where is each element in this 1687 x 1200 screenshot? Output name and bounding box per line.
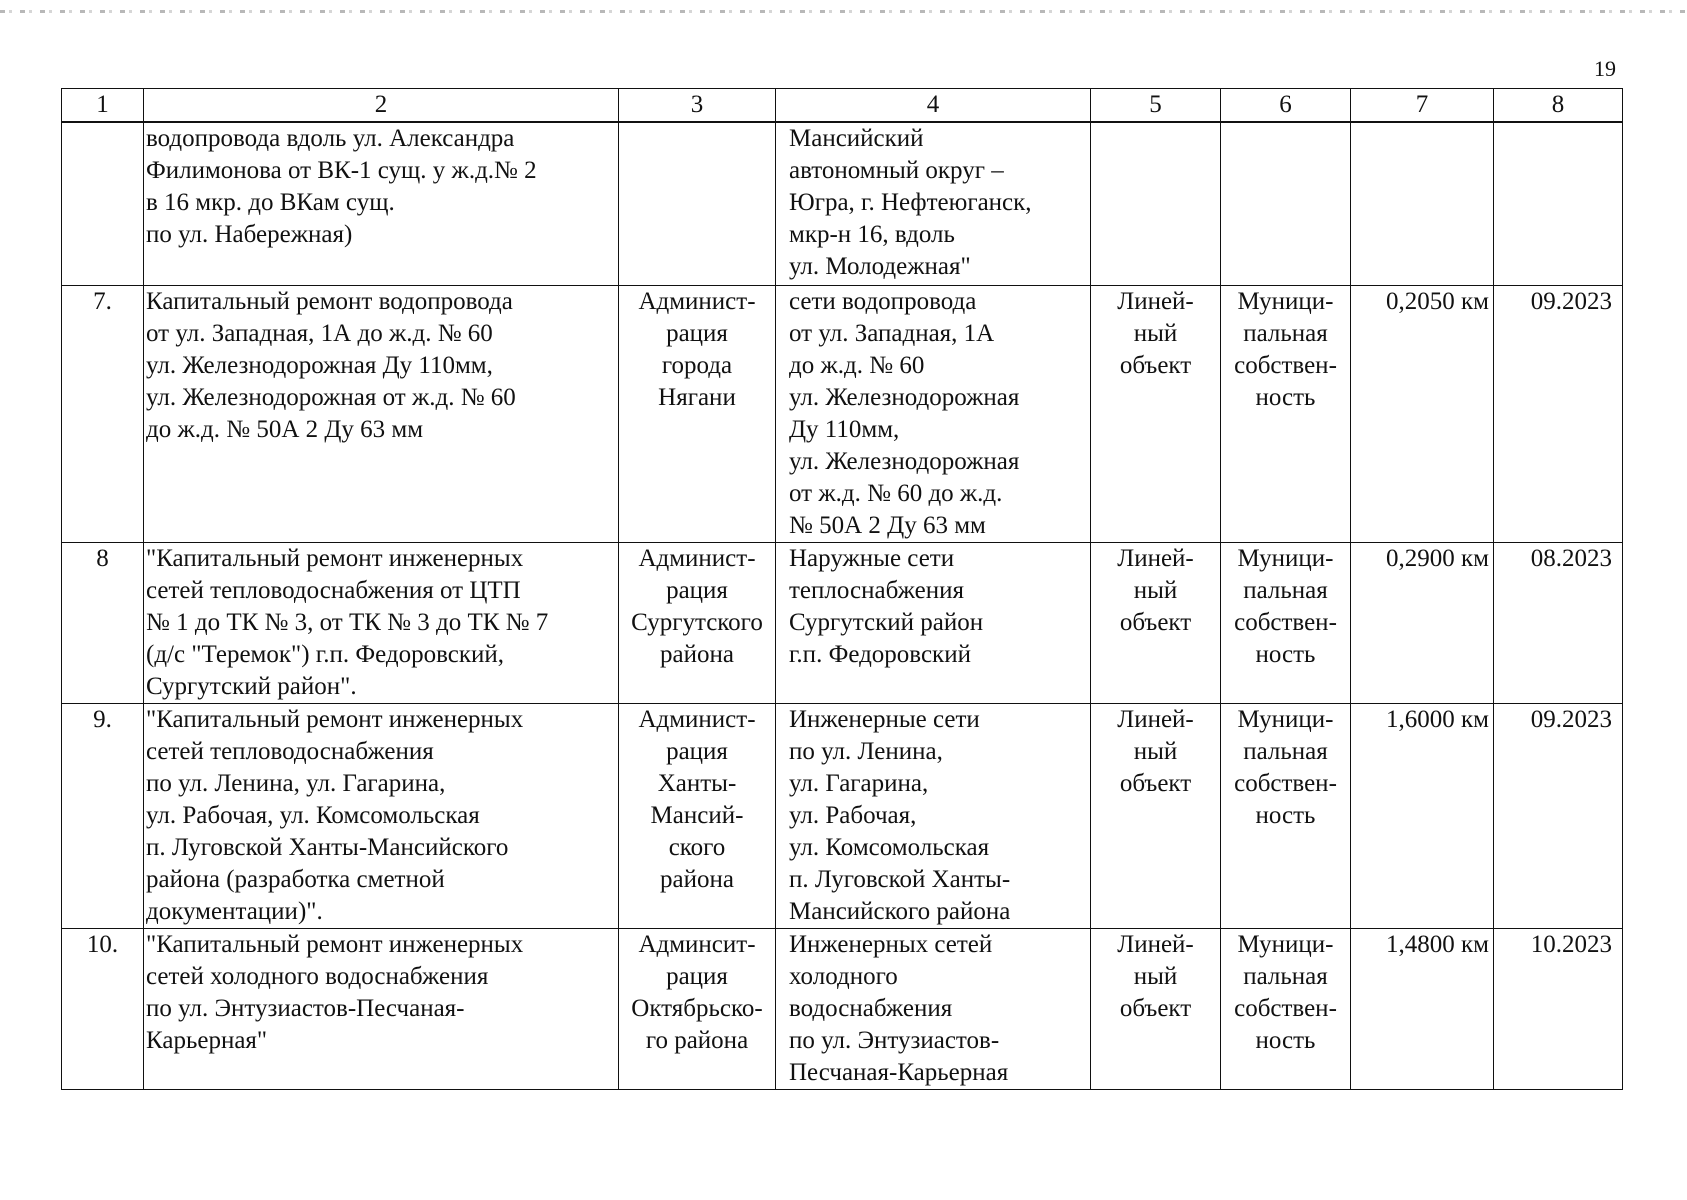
cell-work-name-line: от ул. Западная, 1А до ж.д. № 60 bbox=[146, 319, 493, 347]
cell-object-line: ул. Молодежная" bbox=[789, 253, 971, 280]
cell-organization-line: Ханты- bbox=[657, 769, 737, 797]
header-cell-6: 6 bbox=[1221, 89, 1351, 123]
header-cell-8: 8 bbox=[1494, 89, 1623, 123]
cell-organization bbox=[619, 928, 776, 1089]
cell-object-line: Ду 110мм, bbox=[789, 415, 900, 443]
cell-object-type bbox=[1091, 703, 1221, 928]
cell-object-line: до ж.д. № 60 bbox=[789, 351, 925, 379]
cell-ownership-line: Муници- bbox=[1237, 705, 1334, 733]
cell-object-type bbox=[1091, 285, 1221, 542]
cell-object-type-line: объект bbox=[1119, 994, 1192, 1022]
cell-object-line: теплоснабжения bbox=[789, 576, 964, 604]
cell-number: 7. bbox=[62, 285, 144, 542]
cell-date: 09.2023 bbox=[1494, 703, 1623, 928]
cell-organization-line: Сургутского bbox=[631, 608, 763, 636]
cell-ownership-line: пальная bbox=[1243, 319, 1328, 347]
cell-ownership bbox=[1221, 542, 1351, 703]
cell-object-line: г.п. Федоровский bbox=[789, 640, 971, 668]
table-row bbox=[62, 122, 1623, 285]
cell-object bbox=[776, 285, 1091, 542]
cell-object-line: Инженерных сетей bbox=[789, 930, 993, 958]
cell-work-name bbox=[144, 928, 619, 1089]
cell-object-line: по ул. Ленина, bbox=[789, 737, 943, 765]
cell-organization-line: города bbox=[661, 351, 733, 379]
header-row bbox=[62, 89, 1623, 123]
header-cell-3: 3 bbox=[619, 89, 776, 123]
cell-organization bbox=[619, 122, 776, 285]
cell-work-name-line: по ул. Ленина, ул. Гагарина, bbox=[146, 769, 446, 797]
cell-work-name-line: водопровода вдоль ул. Александра bbox=[146, 125, 515, 152]
cell-ownership-line: Муници- bbox=[1237, 544, 1334, 572]
cell-ownership-line: ность bbox=[1255, 640, 1316, 668]
cell-object-type-line: объект bbox=[1119, 351, 1192, 379]
cell-organization bbox=[619, 542, 776, 703]
cell-date: 08.2023 bbox=[1494, 542, 1623, 703]
cell-work-name-line: "Капитальный ремонт инженерных bbox=[146, 705, 524, 733]
cell-number: 8 bbox=[62, 542, 144, 703]
cell-work-name-line: ул. Железнодорожная Ду 110мм, bbox=[146, 351, 493, 379]
cell-object-line: от ул. Западная, 1А bbox=[789, 319, 995, 347]
cell-work-name-line: Сургутский район". bbox=[146, 672, 357, 700]
header-cell-5: 5 bbox=[1091, 89, 1221, 123]
cell-work-name bbox=[144, 542, 619, 703]
cell-object-line: от ж.д. № 60 до ж.д. bbox=[789, 479, 1003, 507]
cell-object-line: автономный округ – bbox=[789, 157, 1004, 184]
cell-organization-line: ского bbox=[668, 833, 726, 861]
table-body bbox=[62, 122, 1623, 1089]
cell-object bbox=[776, 928, 1091, 1089]
cell-object-line: ул. Комсомольская bbox=[789, 833, 990, 861]
cell-length: 1,6000 км bbox=[1351, 703, 1494, 928]
cell-ownership bbox=[1221, 285, 1351, 542]
cell-work-name-line: ул. Железнодорожная от ж.д. № 60 bbox=[146, 383, 516, 411]
cell-organization-line: рация bbox=[666, 319, 728, 347]
cell-ownership-line: Муници- bbox=[1237, 930, 1334, 958]
cell-work-name-line: Филимонова от ВК-1 сущ. у ж.д.№ 2 bbox=[146, 157, 537, 184]
cell-work-name-line: района (разработка сметной bbox=[146, 865, 445, 893]
cell-object-line: холодного bbox=[789, 962, 898, 990]
cell-ownership bbox=[1221, 928, 1351, 1089]
cell-date: 09.2023 bbox=[1494, 285, 1623, 542]
cell-work-name bbox=[144, 285, 619, 542]
cell-organization-line: го района bbox=[645, 1026, 749, 1054]
cell-work-name-line: по ул. Набережная) bbox=[146, 221, 353, 248]
cell-organization-line: Админсит- bbox=[638, 930, 756, 958]
cell-organization-line: Админист- bbox=[638, 544, 756, 572]
cell-object-line: Мансийского района bbox=[789, 897, 1011, 925]
cell-object-type-line: Линей- bbox=[1117, 705, 1194, 733]
cell-object bbox=[776, 122, 1091, 285]
cell-ownership bbox=[1221, 122, 1351, 285]
cell-object-line: ул. Рабочая, bbox=[789, 801, 917, 829]
cell-organization-line: Админист- bbox=[638, 287, 756, 315]
cell-work-name-line: ул. Рабочая, ул. Комсомольская bbox=[146, 801, 480, 829]
cell-work-name-line: сетей тепловодоснабжения от ЦТП bbox=[146, 576, 521, 604]
cell-object-type-line: Линей- bbox=[1117, 930, 1194, 958]
cell-work-name-line: п. Луговской Ханты-Мансийского bbox=[146, 833, 509, 861]
cell-object-type-line: ный bbox=[1133, 737, 1178, 765]
cell-organization-line: Октябрьско- bbox=[631, 994, 763, 1022]
cell-organization-line: рация bbox=[666, 576, 728, 604]
cell-object-type-line: ный bbox=[1133, 962, 1178, 990]
header-cell-1: 1 bbox=[62, 89, 144, 123]
cell-ownership-line: Муници- bbox=[1237, 287, 1334, 315]
cell-length: 1,4800 км bbox=[1351, 928, 1494, 1089]
cell-organization bbox=[619, 285, 776, 542]
cell-work-name-line: "Капитальный ремонт инженерных bbox=[146, 544, 524, 572]
cell-object-line: ул. Железнодорожная bbox=[789, 447, 1020, 475]
works-table bbox=[61, 88, 1623, 1090]
cell-ownership bbox=[1221, 703, 1351, 928]
cell-work-name bbox=[144, 703, 619, 928]
cell-object-type-line: объект bbox=[1119, 608, 1192, 636]
cell-object-line: мкр-н 16, вдоль bbox=[789, 221, 955, 248]
cell-object-line: п. Луговской Ханты- bbox=[789, 865, 1011, 893]
cell-work-name-line: Карьерная" bbox=[146, 1026, 268, 1054]
cell-object-line: № 50А 2 Ду 63 мм bbox=[789, 511, 986, 539]
cell-object-type-line: объект bbox=[1119, 769, 1192, 797]
cell-organization-line: рация bbox=[666, 962, 728, 990]
cell-object bbox=[776, 703, 1091, 928]
cell-work-name-line: "Капитальный ремонт инженерных bbox=[146, 930, 524, 958]
cell-work-name-line: в 16 мкр. до ВКам сущ. bbox=[146, 189, 395, 216]
header-cell-4: 4 bbox=[776, 89, 1091, 123]
cell-object bbox=[776, 542, 1091, 703]
cell-organization bbox=[619, 703, 776, 928]
cell-object-line: сети водопровода bbox=[789, 287, 977, 315]
cell-ownership-line: собствен- bbox=[1234, 351, 1337, 379]
page-number: 19 bbox=[1594, 56, 1616, 81]
cell-organization-line: рация bbox=[666, 737, 728, 765]
cell-work-name bbox=[144, 122, 619, 285]
cell-object-line: по ул. Энтузиастов- bbox=[789, 1026, 1000, 1054]
cell-object-line: Югра, г. Нефтеюганск, bbox=[789, 189, 1032, 216]
cell-organization-line: Мансий- bbox=[650, 801, 744, 829]
table-row bbox=[62, 703, 1623, 928]
cell-length: 0,2900 км bbox=[1351, 542, 1494, 703]
cell-ownership-line: пальная bbox=[1243, 576, 1328, 604]
cell-work-name-line: документации)". bbox=[146, 897, 323, 925]
cell-work-name-line: Капитальный ремонт водопровода bbox=[146, 287, 513, 315]
cell-object-type-line: Линей- bbox=[1117, 287, 1194, 315]
header-cell-7: 7 bbox=[1351, 89, 1494, 123]
cell-object-type bbox=[1091, 928, 1221, 1089]
cell-organization-line: района bbox=[660, 640, 734, 668]
cell-object-type-line: ный bbox=[1133, 576, 1178, 604]
cell-ownership-line: ность bbox=[1255, 801, 1316, 829]
cell-length bbox=[1351, 122, 1494, 285]
cell-object-line: Сургутский район bbox=[789, 608, 984, 636]
cell-date bbox=[1494, 122, 1623, 285]
cell-object-type-line: Линей- bbox=[1117, 544, 1194, 572]
cell-object-type bbox=[1091, 542, 1221, 703]
cell-work-name-line: (д/с "Теремок") г.п. Федоровский, bbox=[146, 640, 505, 668]
table-row bbox=[62, 542, 1623, 703]
cell-work-name-line: по ул. Энтузиастов-Песчаная- bbox=[146, 994, 465, 1022]
cell-work-name-line: № 1 до ТК № 3, от ТК № 3 до ТК № 7 bbox=[146, 608, 549, 636]
cell-object-type-line: ный bbox=[1133, 319, 1178, 347]
cell-organization-line: Админист- bbox=[638, 705, 756, 733]
cell-object-line: ул. Железнодорожная bbox=[789, 383, 1020, 411]
cell-work-name-line: сетей холодного водоснабжения bbox=[146, 962, 489, 990]
cell-object-line: водоснабжения bbox=[789, 994, 953, 1022]
cell-ownership-line: ность bbox=[1255, 1026, 1316, 1054]
cell-organization-line: района bbox=[660, 865, 734, 893]
header-cell-2: 2 bbox=[144, 89, 619, 123]
cell-ownership-line: собствен- bbox=[1234, 769, 1337, 797]
scan-edge-artifact bbox=[0, 10, 1687, 13]
cell-organization-line: Нягани bbox=[658, 383, 736, 411]
cell-number bbox=[62, 122, 144, 285]
cell-object-line: Песчаная-Карьерная bbox=[789, 1058, 1009, 1086]
cell-work-name-line: сетей тепловодоснабжения bbox=[146, 737, 434, 765]
cell-date: 10.2023 bbox=[1494, 928, 1623, 1089]
cell-ownership-line: собствен- bbox=[1234, 994, 1337, 1022]
cell-ownership-line: ность bbox=[1255, 383, 1316, 411]
cell-object-type bbox=[1091, 122, 1221, 285]
cell-length: 0,2050 км bbox=[1351, 285, 1494, 542]
cell-number: 10. bbox=[62, 928, 144, 1089]
table-row bbox=[62, 928, 1623, 1089]
cell-number: 9. bbox=[62, 703, 144, 928]
cell-ownership-line: пальная bbox=[1243, 962, 1328, 990]
cell-object-line: Инженерные сети bbox=[789, 705, 980, 733]
cell-object-line: Наружные сети bbox=[789, 544, 955, 572]
cell-object-line: ул. Гагарина, bbox=[789, 769, 929, 797]
cell-ownership-line: собствен- bbox=[1234, 608, 1337, 636]
cell-work-name-line: до ж.д. № 50А 2 Ду 63 мм bbox=[146, 415, 424, 443]
cell-object-line: Мансийский bbox=[789, 125, 924, 152]
cell-ownership-line: пальная bbox=[1243, 737, 1328, 765]
table-row bbox=[62, 285, 1623, 542]
